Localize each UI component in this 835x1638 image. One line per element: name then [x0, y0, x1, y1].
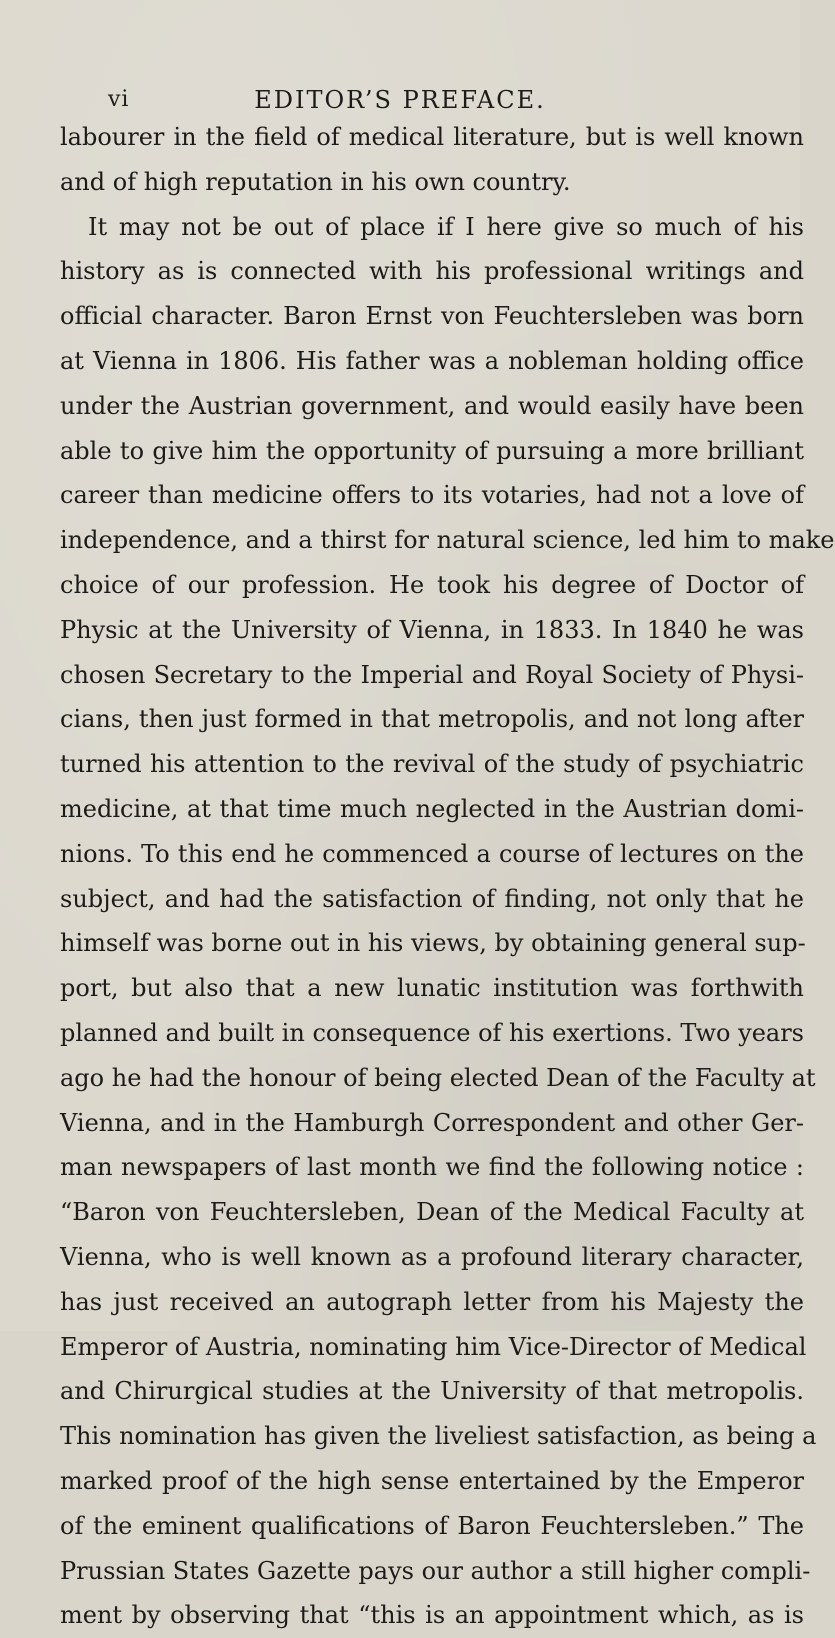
page-number: vi — [108, 87, 130, 112]
text-line: cians, then just formed in that metropolis, and not long after — [60, 705, 804, 734]
text-line: Emperor of Austria, nominating him Vice-Director of Medical — [60, 1332, 807, 1361]
text-line: at Vienna in 1806. His father was a nobleman holding office — [60, 346, 804, 375]
text-line: It may not be out of place if I here give so much of his — [88, 212, 804, 241]
text-line: history as is connected with his professional writings and — [60, 257, 804, 286]
text-line: turned his attention to the revival of the study of psychiatric — [60, 750, 804, 779]
text-line: Prussian States Gazette pays our author a still higher compli- — [60, 1556, 811, 1585]
text-line: “Baron von Feuchtersleben, Dean of the Medical Faculty at — [60, 1198, 804, 1227]
text-line: marked proof of the high sense entertained by the Emperor — [60, 1466, 804, 1495]
text-line: Vienna, who is well known as a profound literary character, — [60, 1242, 804, 1271]
text-line: able to give him the opportunity of pursuing a more brilliant — [60, 436, 804, 465]
text-line: Vienna, and in the Hamburgh Correspondent and other Ger- — [60, 1108, 804, 1137]
running-head-title: EDITOR’S PREFACE. — [254, 86, 546, 114]
text-line: career than medicine offers to its votaries, had not a love of — [60, 481, 804, 510]
text-line: official character. Baron Ernst von Feuchtersleben was born — [60, 302, 804, 331]
text-line: under the Austrian government, and would easily have been — [60, 391, 804, 420]
text-line: nions. To this end he commenced a course of lectures on the — [60, 839, 804, 868]
text-line: independence, and a thirst for natural science, led him to make — [60, 526, 835, 555]
text-line: labourer in the field of medical literature, but is well known — [60, 123, 804, 151]
text-line: man newspapers of last month we find the following notice : — [60, 1153, 804, 1182]
text-line: ago he had the honour of being elected Dean of the Faculty at — [60, 1063, 816, 1092]
text-line: subject, and had the satisfaction of finding, not only that he — [60, 884, 804, 913]
text-line: choice of our profession. He took his degree of Doctor of — [60, 570, 804, 599]
text-line: of the eminent qualifications of Baron Feuchtersleben.” The — [60, 1511, 804, 1540]
text-line: himself was borne out in his views, by obtaining general sup- — [60, 929, 806, 958]
text-line: ment by observing that “this is an appointment which, as is — [60, 1601, 804, 1630]
text-line: Physic at the University of Vienna, in 1833. In 1840 he was — [60, 615, 804, 644]
text-line: This nomination has given the liveliest satisfaction, as being a — [60, 1422, 817, 1451]
text-line: and of high reputation in his own country. — [60, 167, 571, 196]
text-line: has just received an autograph letter from his Majesty the — [60, 1287, 804, 1316]
text-line: planned and built in consequence of his exertions. Two years — [60, 1018, 804, 1047]
running-head — [0, 82, 800, 118]
text-line: port, but also that a new lunatic institution was forthwith — [60, 974, 804, 1003]
text-line: chosen Secretary to the Imperial and Royal Society of Physi- — [60, 660, 804, 689]
text-line: medicine, at that time much neglected in the Austrian domi- — [60, 794, 804, 823]
text-line: and Chirurgical studies at the University of that metropolis. — [60, 1377, 804, 1406]
body-text — [60, 115, 835, 1638]
